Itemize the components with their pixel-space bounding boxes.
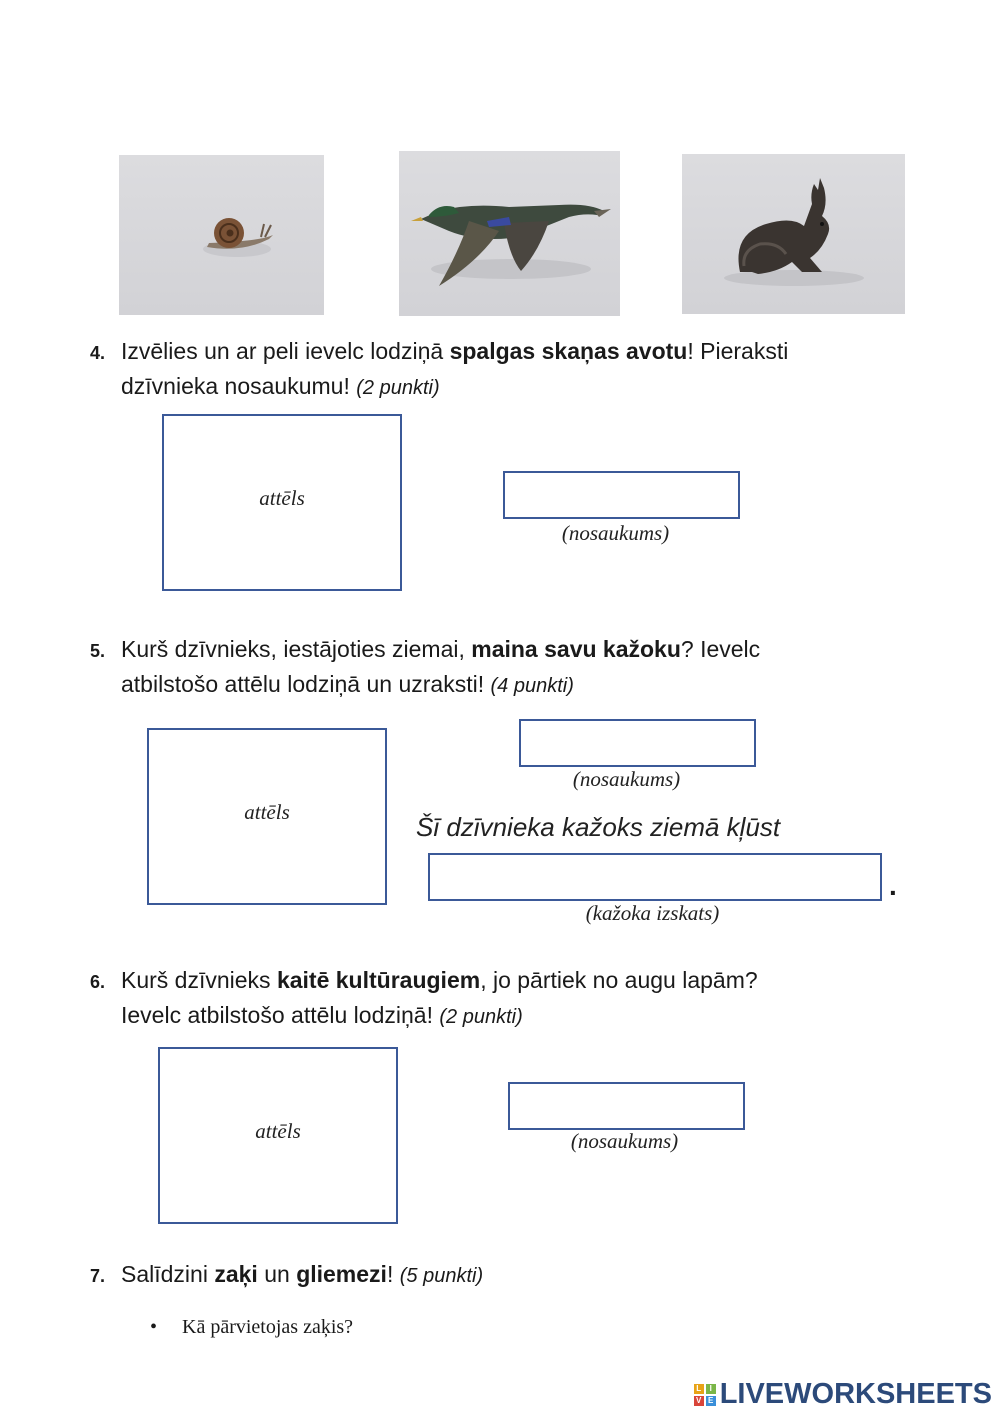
name-caption: (nosaukums): [572, 767, 681, 791]
drop-zone-label: attēls: [255, 1119, 301, 1143]
logo-mark-icon: L I V E: [694, 1384, 716, 1406]
question-number: 4.: [90, 343, 106, 363]
bullet-text: Kā pārvietojas zaķis?: [182, 1316, 354, 1338]
duck-image[interactable]: [399, 151, 620, 316]
bullet-item: [150, 1316, 353, 1339]
liveworksheets-logo: [694, 1378, 992, 1411]
snail-image[interactable]: [119, 155, 324, 315]
name-input[interactable]: [503, 471, 740, 519]
name-input[interactable]: [508, 1082, 745, 1130]
bullet-icon: •: [150, 1316, 158, 1338]
question-number: 6.: [90, 972, 106, 992]
question-6: 6. Kurš dzīvnieks kaitē kultūraugiem, jo pārtiek no augu lapām? Ievelc atbilstošo attēlu lodziņā! (2 punkti): [90, 967, 758, 1028]
fur-input[interactable]: [428, 853, 882, 901]
drop-zone-label: attēls: [259, 486, 305, 510]
logo-text: LIVEWORKSHEETS: [719, 1378, 992, 1410]
hare-image[interactable]: [682, 154, 905, 314]
image-drop-zone[interactable]: [147, 728, 387, 905]
question-7: 7. Salīdzini zaķi un gliemezi! (5 punkti): [90, 1257, 930, 1294]
question-4: 4. Izvēlies un ar peli ievelc lodziņā spalgas skaņas avotu! Pieraksti dzīvnieka nosaukumu! (2 punkti): [90, 338, 789, 399]
name-caption: (nosaukums): [570, 1129, 679, 1153]
points: (2 punkti): [356, 377, 440, 399]
question-number: 7.: [90, 1266, 106, 1286]
name-caption: (nosaukums): [561, 521, 670, 545]
image-drop-zone[interactable]: [162, 414, 402, 591]
points: (5 punkti): [399, 1265, 484, 1287]
points: (4 punkti): [490, 675, 574, 697]
fur-caption: (kažoka izskats): [585, 901, 720, 925]
sentence-period: .: [889, 870, 897, 901]
fur-sentence: Šī dzīvnieka kažoks ziemā kļūst: [416, 812, 781, 842]
drop-zone-label: attēls: [244, 800, 290, 824]
image-drop-zone[interactable]: [158, 1047, 398, 1224]
name-input[interactable]: [519, 719, 756, 767]
question-number: 5.: [90, 641, 106, 661]
question-5: 5. Kurš dzīvnieks, iestājoties ziemai, maina savu kažoku? Ievelc atbilstošo attēlu lodziņā un uzraksti! (4 punkti): [90, 636, 761, 697]
points: (2 punkti): [439, 1006, 523, 1028]
